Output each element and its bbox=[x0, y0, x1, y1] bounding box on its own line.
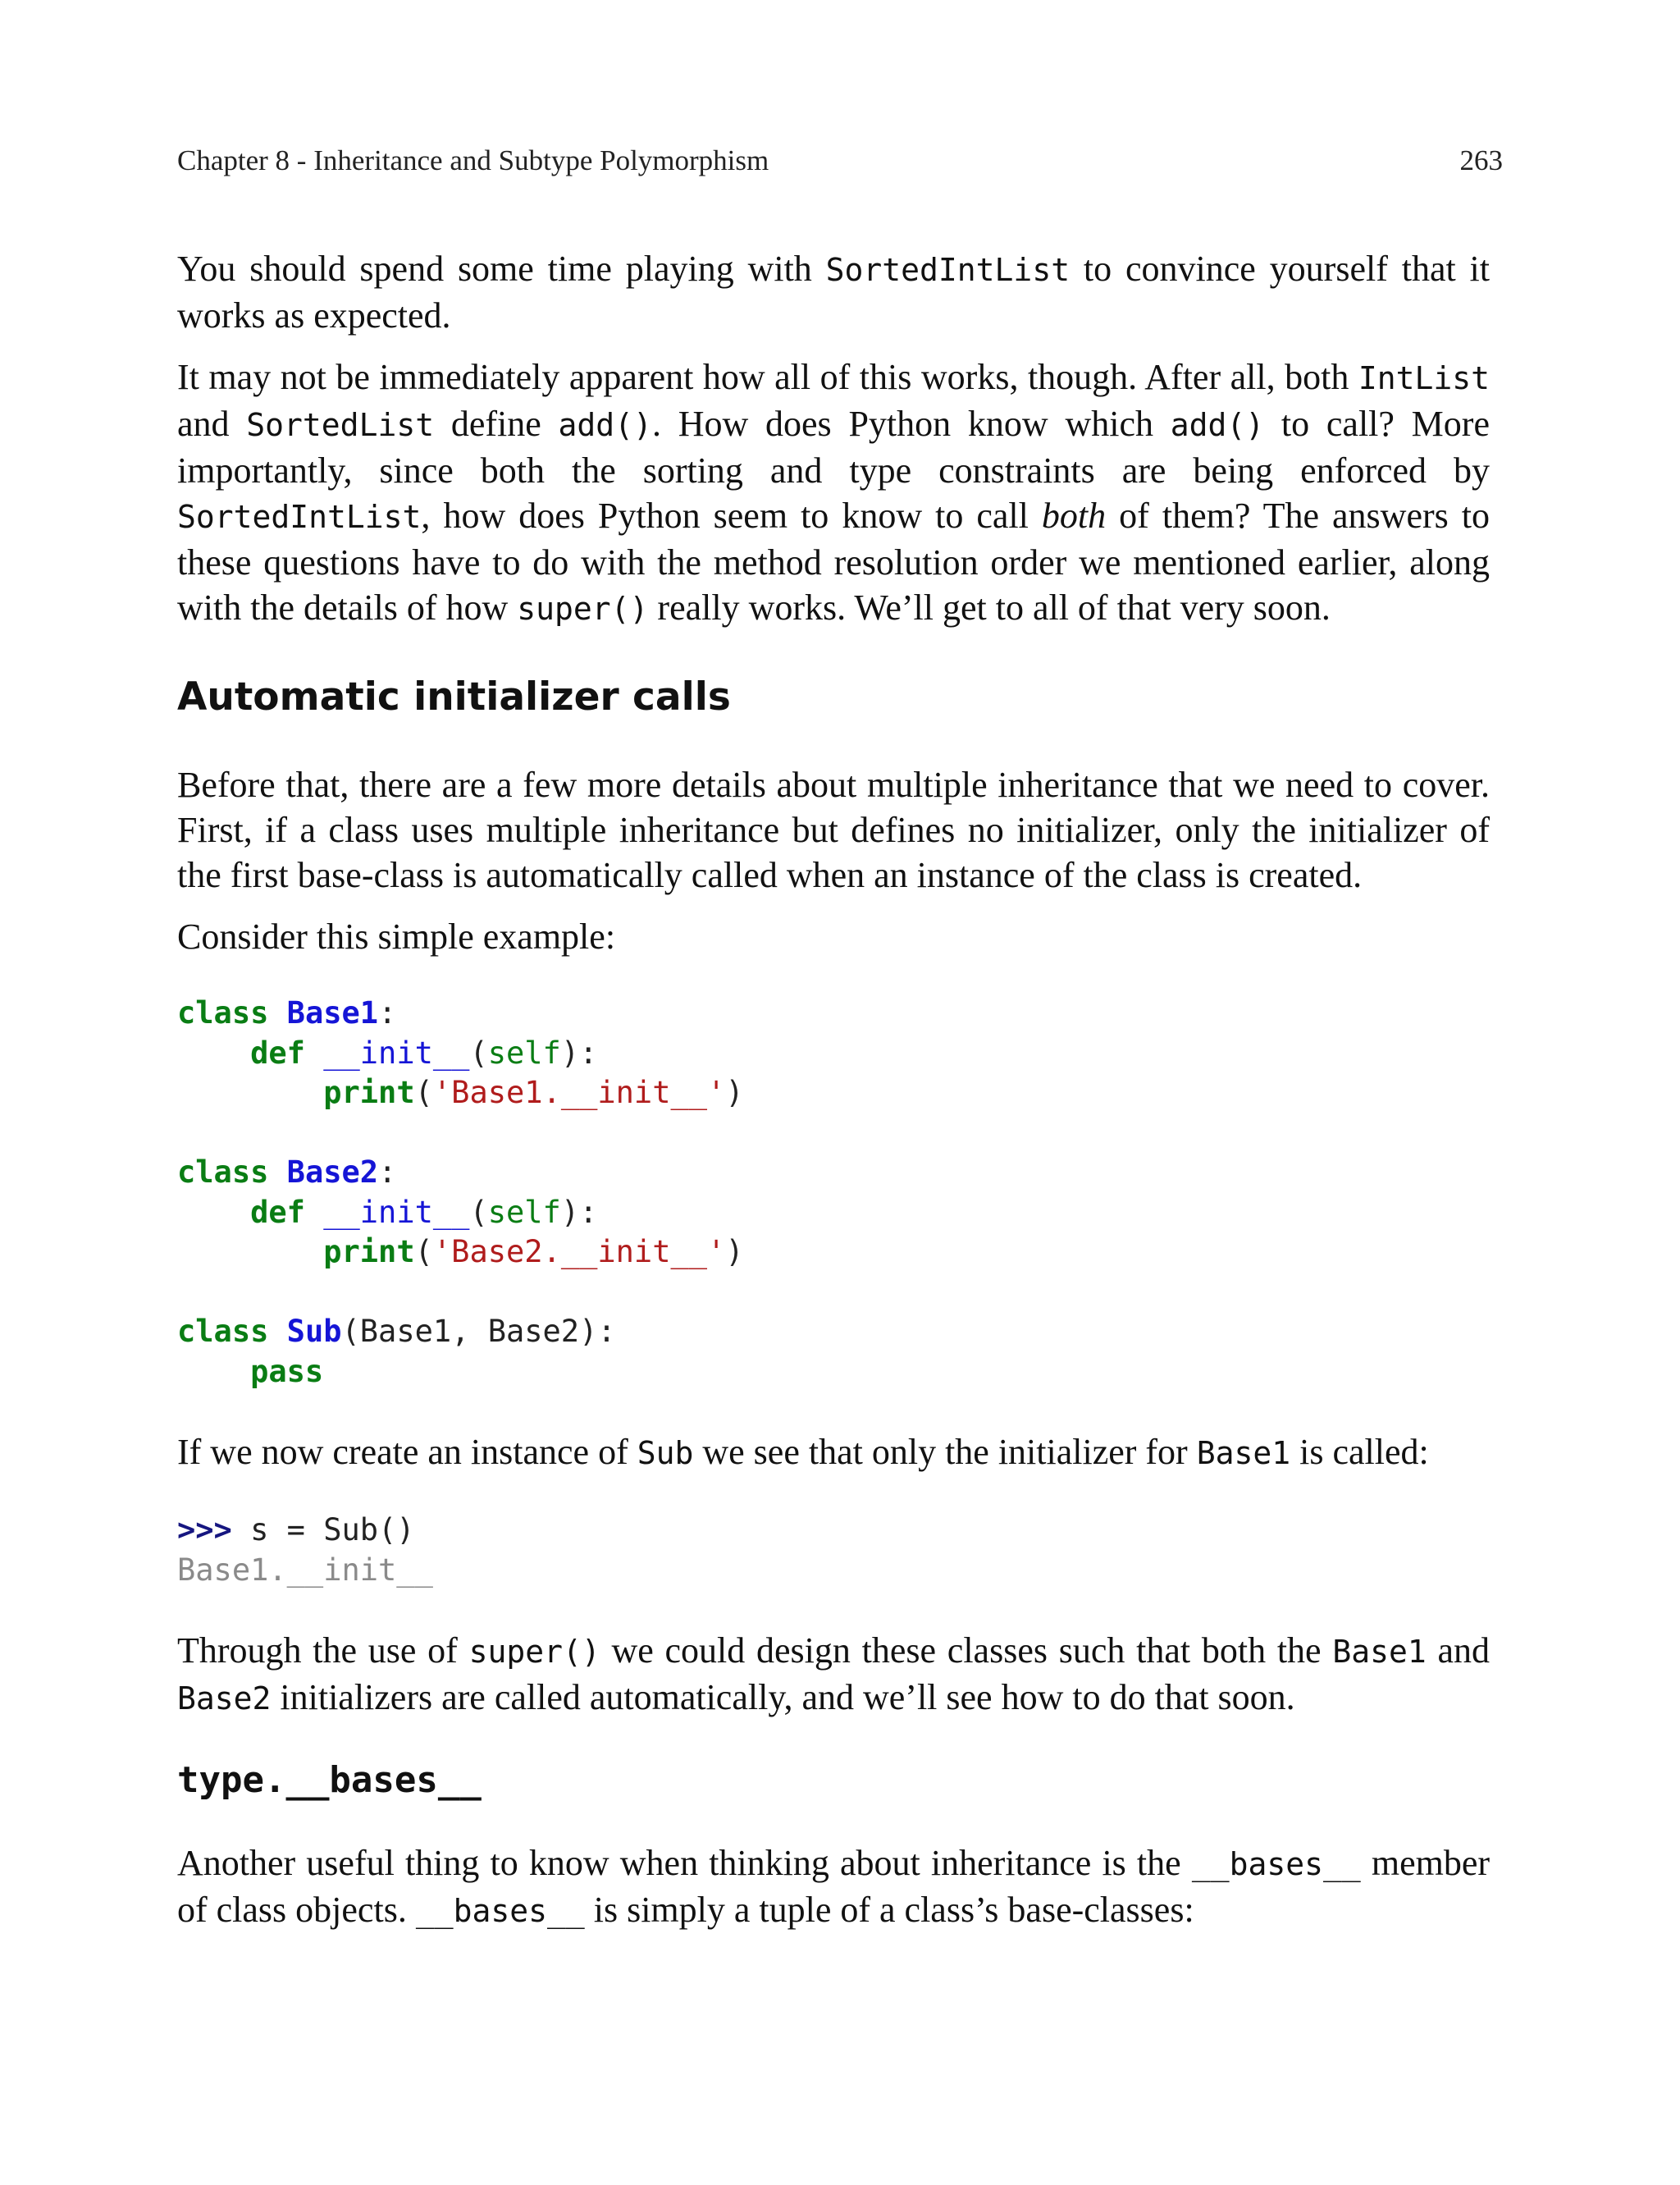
code-block-classes: class Base1: def __init__(self): print('Base1.__init__') class Base2: def __init__(self): print('Base2.__init__') class Sub(Base1, Base2): pass bbox=[177, 995, 744, 1389]
inline-code: __bases__ bbox=[1191, 1846, 1361, 1882]
paragraph-explanation: It may not be immediately apparent how all of this works, though. After all, both IntList and SortedList define add(). How does Python know which add() to call? More importantly, since both the sorting and type constraints are being enforced by SortedIntList, how does Python seem to know to call both of them? The answers to these questions have to do with the method resolution order we mentioned earlier, along with the details of how super() really works. We’ll get to all of that very soon. bbox=[177, 357, 1490, 628]
emphasis: both bbox=[1041, 496, 1107, 536]
page-header bbox=[177, 144, 1503, 177]
page-number: 263 bbox=[1459, 144, 1503, 176]
paragraph-super: Through the use of super() we could design these classes such that both the Base1 and Base2 initializers are called automatically, and we’ll see how to do that soon. bbox=[177, 1630, 1490, 1717]
code-block-repl: >>> s = Sub() Base1.__init__ bbox=[177, 1512, 433, 1588]
inline-code: SortedIntList bbox=[825, 252, 1071, 288]
inline-code: SortedList bbox=[246, 407, 435, 443]
chapter-title: Chapter 8 - Inheritance and Subtype Polymorphism bbox=[177, 144, 769, 176]
paragraph-sub-instance: If we now create an instance of Sub we see that only the initializer for Base1 is called: bbox=[177, 1432, 1429, 1472]
section-heading: Automatic initializer calls bbox=[177, 674, 731, 720]
inline-code: IntList bbox=[1358, 360, 1490, 396]
inline-code: __bases__ bbox=[415, 1893, 585, 1929]
inline-code: Base2 bbox=[177, 1680, 272, 1716]
inline-code: add() bbox=[558, 407, 652, 443]
inline-code: super() bbox=[468, 1634, 600, 1670]
paragraph-bases: Another useful thing to know when thinking about inheritance is the __bases__ member of class objects. __bases__ is simply a tuple of a class’s base-classes: bbox=[177, 1843, 1491, 1930]
inline-code: Sub bbox=[637, 1435, 694, 1471]
paragraph-consider: Consider this simple example: bbox=[177, 917, 616, 957]
paragraph-intro: You should spend some time playing with SortedIntList to convince yourself that it works as expected. bbox=[177, 249, 1491, 336]
inline-code: add() bbox=[1170, 407, 1265, 443]
paragraph-multiple-inheritance: Before that, there are a few more details about multiple inheritance that we need to cover. First, if a class uses multiple inheritance but defines no initializer, only the initializer of the first base-class is automatically called when an instance of the class is created. bbox=[177, 765, 1490, 895]
subsection-heading: type.__bases__ bbox=[177, 1759, 482, 1801]
inline-code: Base1 bbox=[1332, 1634, 1427, 1670]
inline-code: Base1 bbox=[1196, 1435, 1291, 1471]
page-content bbox=[177, 246, 1490, 1950]
inline-code: super() bbox=[517, 591, 649, 627]
inline-code: SortedIntList bbox=[177, 499, 422, 535]
